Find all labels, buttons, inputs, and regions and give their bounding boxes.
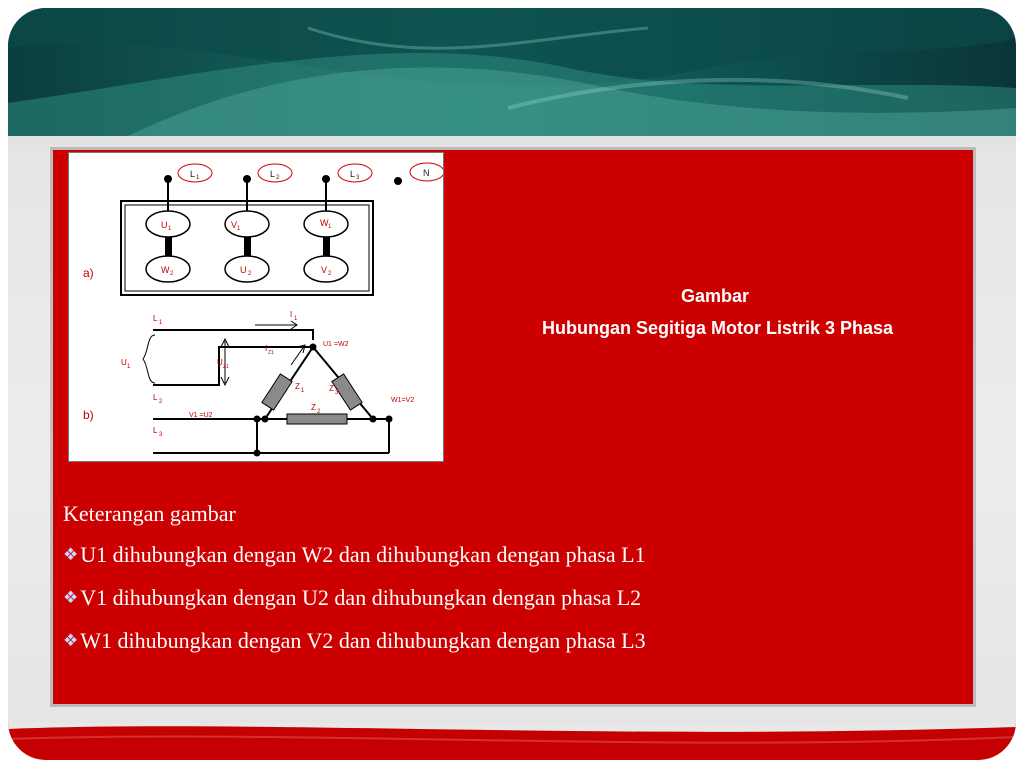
supply-terminal-l1: [178, 164, 212, 182]
svg-text:1: 1: [328, 224, 332, 230]
notes-heading: Keterangan gambar: [63, 501, 236, 526]
coil-terminal-v2: [304, 256, 348, 282]
svg-text:N: N: [423, 168, 430, 178]
supply-terminal-l3: [338, 164, 372, 182]
svg-text:2: 2: [159, 399, 163, 405]
coil-terminal-v1: [225, 211, 269, 237]
svg-text:3: 3: [335, 390, 339, 396]
svg-text:1: 1: [127, 364, 131, 370]
svg-text:2: 2: [170, 271, 174, 277]
coil-terminal-u2: [225, 256, 269, 282]
svg-text:L: L: [153, 314, 158, 323]
svg-text:U: U: [121, 358, 127, 367]
note-text: V1 dihubungkan dengan U2 dan dihubungkan dengan phasa L2: [80, 585, 642, 610]
notes-block: [63, 493, 646, 663]
header-banner: [8, 8, 1016, 136]
svg-text:U1 =W2: U1 =W2: [323, 341, 349, 348]
supply-terminal-l2: [258, 164, 292, 182]
delta-brace: [143, 335, 155, 383]
svg-text:L: L: [270, 169, 276, 179]
svg-text:I: I: [265, 344, 268, 353]
motor-diagram: [68, 152, 444, 462]
svg-text:V: V: [231, 220, 238, 230]
svg-text:Z1: Z1: [223, 364, 229, 370]
svg-text:Z: Z: [329, 384, 334, 393]
svg-text:U: U: [217, 358, 223, 367]
neutral-terminal: [410, 163, 443, 181]
svg-text:2: 2: [328, 271, 332, 277]
svg-text:2: 2: [248, 271, 252, 277]
footer-bar: [8, 723, 1016, 760]
svg-text:W1=V2: W1=V2: [391, 397, 415, 404]
caption-title: Gambar: [680, 286, 750, 306]
impedance-z2: [287, 414, 347, 424]
note-item: [63, 620, 646, 663]
svg-text:1: 1: [237, 226, 241, 232]
svg-text:1: 1: [301, 388, 305, 394]
diamond-bullet-icon: ❖: [63, 545, 79, 564]
coil-terminal-w1: [304, 211, 348, 237]
svg-text:Z1: Z1: [268, 350, 274, 356]
svg-text:I: I: [290, 310, 293, 319]
svg-text:L: L: [350, 169, 356, 179]
svg-text:2: 2: [317, 409, 321, 415]
svg-text:1: 1: [196, 175, 200, 181]
label-part-a: a): [83, 266, 94, 280]
note-item: [63, 577, 646, 620]
svg-text:Z: Z: [295, 382, 300, 391]
svg-text:1: 1: [294, 316, 298, 322]
svg-text:V1 =U2: V1 =U2: [189, 412, 213, 419]
svg-text:1: 1: [159, 320, 163, 326]
svg-text:L: L: [190, 169, 196, 179]
svg-text:L: L: [153, 426, 158, 435]
diamond-bullet-icon: ❖: [63, 631, 79, 650]
svg-text:3: 3: [159, 432, 163, 438]
caption-subtitle: Hubungan Segitiga Motor Listrik 3 Phasa: [541, 318, 894, 338]
note-text: W1 dihubungkan dengan V2 dan dihubungkan dengan phasa L3: [80, 628, 646, 653]
svg-text:W: W: [161, 265, 170, 275]
label-part-b: b): [83, 408, 94, 422]
impedance-z1: [262, 374, 292, 410]
svg-text:Z: Z: [311, 403, 316, 412]
svg-text:W: W: [320, 218, 329, 228]
svg-text:U: U: [240, 265, 247, 275]
wiring-diagram: [69, 153, 443, 461]
footer-wave: [8, 723, 1016, 760]
coil-terminal-w2: [146, 256, 190, 282]
svg-text:2: 2: [276, 175, 280, 181]
note-item: [63, 534, 646, 577]
coil-terminal-u1: [146, 211, 190, 237]
diamond-bullet-icon: ❖: [63, 588, 79, 607]
svg-text:3: 3: [356, 175, 360, 181]
current-arrow-i1: [255, 321, 297, 329]
svg-text:1: 1: [168, 226, 172, 232]
svg-text:L: L: [153, 393, 158, 402]
svg-text:V: V: [321, 265, 328, 275]
svg-text:U: U: [161, 220, 168, 230]
note-text: U1 dihubungkan dengan W2 dan dihubungkan dengan phasa L1: [80, 542, 646, 567]
